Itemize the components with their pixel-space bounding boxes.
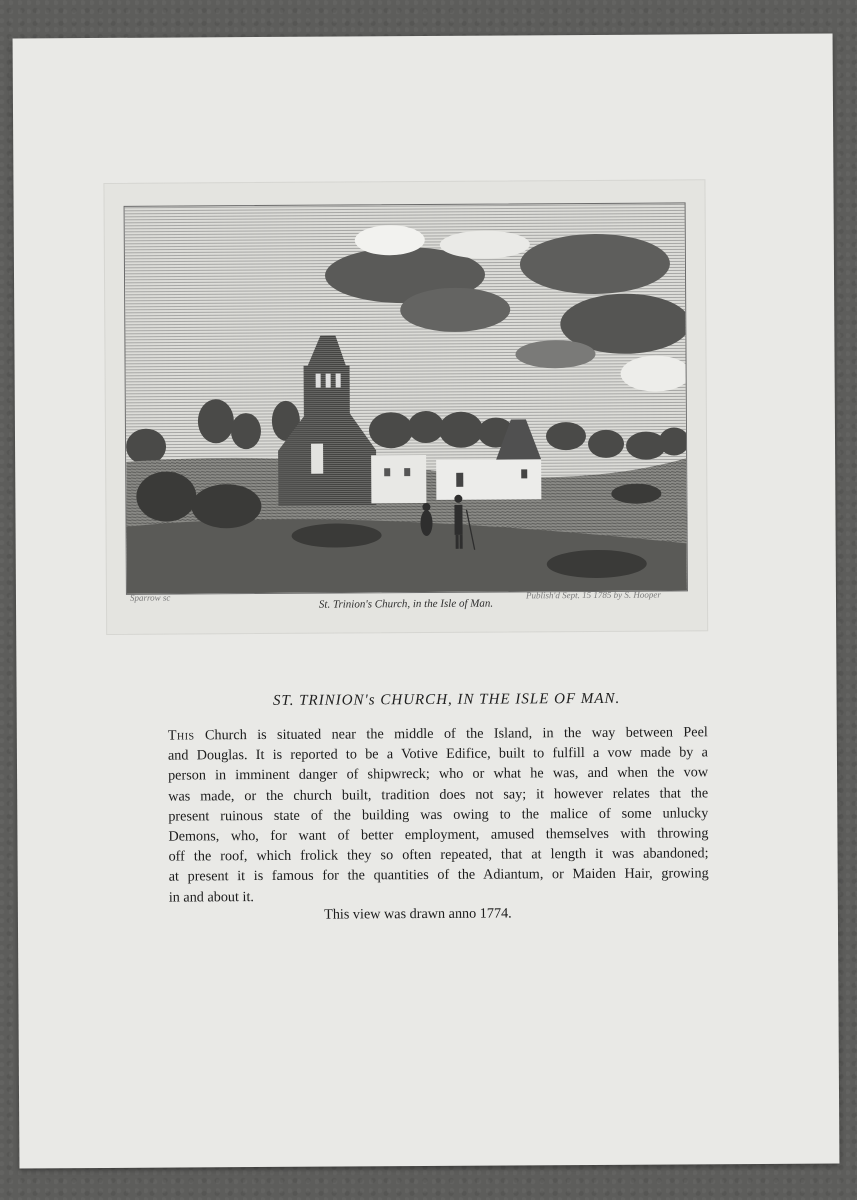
paper-sheet [13, 34, 840, 1169]
publisher-credit: Publish'd Sept. 15 1785 by S. Hooper [525, 589, 661, 601]
text-line: and Douglas. It is reported to be a Votive Edifice, built to fulfill a vow made by a [167, 744, 708, 764]
lead-word: This [167, 727, 195, 744]
text-line: at present it is famous for the quantities of the Adiantum, or Maiden Hair, growing [168, 865, 709, 885]
footnote: This view was drawn anno 1774. [324, 905, 512, 923]
description-text [168, 722, 709, 907]
text-line-content: Church is situated near the middle of the Island, in the way between Peel [194, 724, 708, 744]
engraving-illustration [124, 202, 688, 594]
text-line: in and about it. [168, 888, 254, 906]
church-engraving [125, 203, 687, 593]
plate-caption: St. Trinion's Church, in the Isle of Man. [318, 597, 494, 611]
text-line: present ruinous state of the building was owing to the malice of some unlucky [168, 805, 709, 825]
text-line: off the roof, which frolick they so often repeated, that at length it was abandoned; [168, 845, 709, 865]
page-title: ST. TRINION's CHURCH, IN THE ISLE OF MAN. [272, 690, 621, 709]
text-line: Demons, who, for want of better employment, amused themselves with throwing [168, 825, 709, 845]
text-line: was made, or the church built, tradition does not say; it however relates that the [168, 784, 709, 805]
engraver-credit: Sparrow sc [129, 592, 171, 603]
text-line: person in imminent danger of shipwreck; who or what he was, and when the vow [168, 764, 709, 784]
